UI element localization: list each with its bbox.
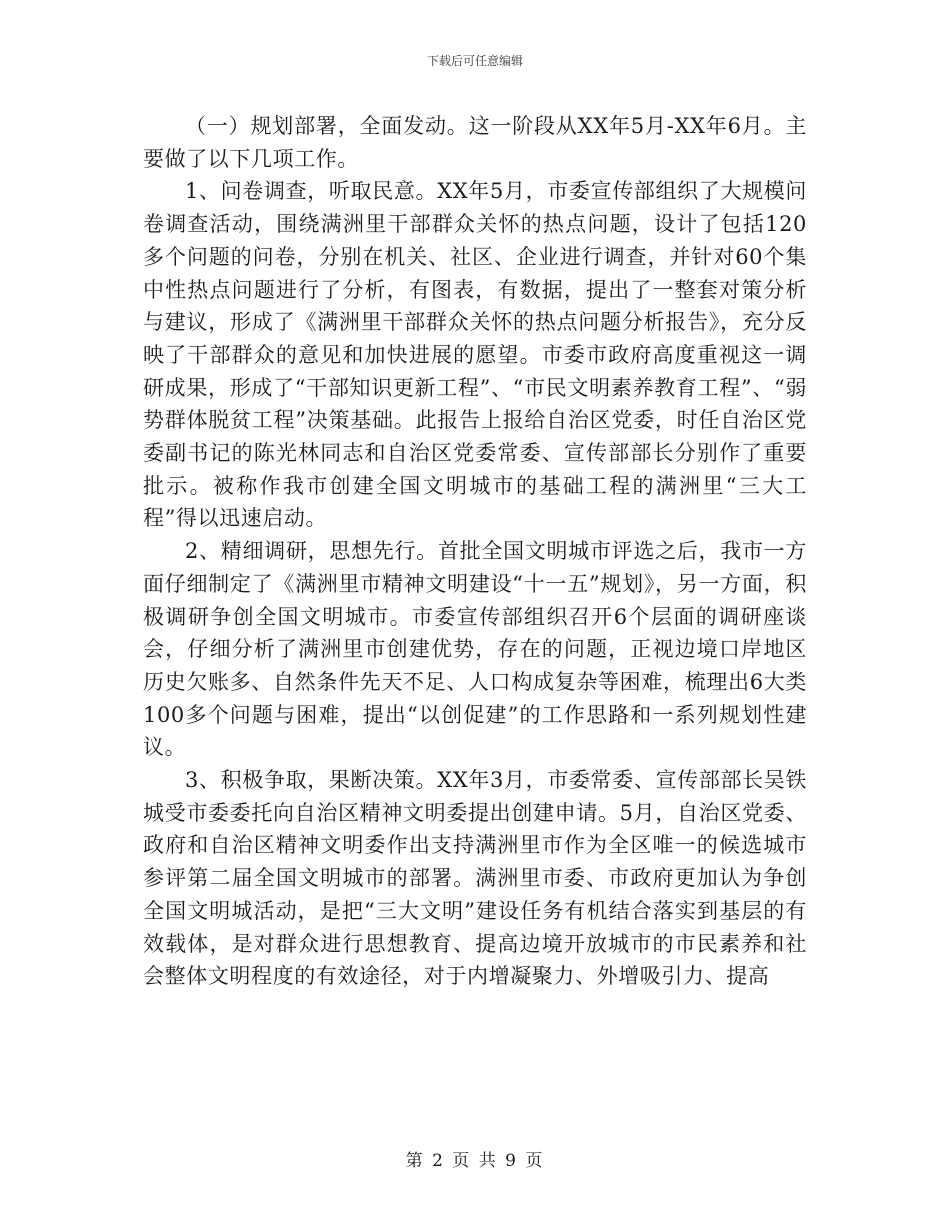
paragraph-item-1: 1、问卷调查，听取民意。XX年5月，市委宣传部组织了大规模问卷调查活动，围绕满洲里干部群众关怀的热点问题，设计了包括120多个问题的问卷，分别在机关、社区、企业进行调查，并针对60个集中性热点问题进行了分析，有图表，有数据，提出了一整套对策分析与建议，形成了《满洲里干部群众关怀的热点问题分析报告》，充分反映了干部群众的意见和加快进展的愿望。市委市政府高度重视这一调研成果，形成了“干部知识更新工程”、“市民文明素养教育工程”、“弱势群体脱贫工程”决策基础。此报告上报给自治区党委，时任自治区党委副书记的陈光林同志和自治区党委常委、宣传部部长分别作了重要批示。被称作我市创建全国文明城市的基础工程的满洲里“三大工程”得以迅速启动。 — [143, 179, 807, 531]
paragraph-item-2: 2、精细调研，思想先行。首批全国文明城市评选之后，我市一方面仔细制定了《满洲里市精神文明建设“十一五”规划》，另一方面，积极调研争创全国文明城市。市委宣传部组织召开6个层面的调研座谈会，仔细分析了满洲里市创建优势，存在的问题，正视边境口岸地区历史欠账多、自然条件先天不足、人口构成复杂等困难，梳理出6大类100多个问题与困难，提出“以创促建”的工作思路和一系列规划性建议。 — [143, 539, 807, 760]
page-number-footer: 第 2 页 共 9 页 — [405, 1151, 545, 1171]
paragraph-section-intro: （一）规划部署，全面发动。这一阶段从XX年5月-XX年6月。主要做了以下几项工作。 — [143, 114, 807, 171]
page-header: 下载后可任意编辑 — [426, 54, 523, 68]
document-body — [143, 110, 807, 993]
paragraph-item-3: 3、积极争取，果断决策。XX年3月，市委常委、宣传部部长吴铁城受市委委托向自治区精神文明委提出创建申请。5月，自治区党委、政府和自治区精神文明委作出支持满洲里市作为全区唯一的候选城市参评第二届全国文明城市的部署。满洲里市委、市政府更加认为争创全国文明城活动，是把“三大文明”建设任务有机结合落实到基层的有效载体，是对群众进行思想教育、提高边境开放城市的市民素养和社会整体文明程度的有效途径，对于内增凝聚力、外增吸引力、提高 — [143, 768, 807, 989]
